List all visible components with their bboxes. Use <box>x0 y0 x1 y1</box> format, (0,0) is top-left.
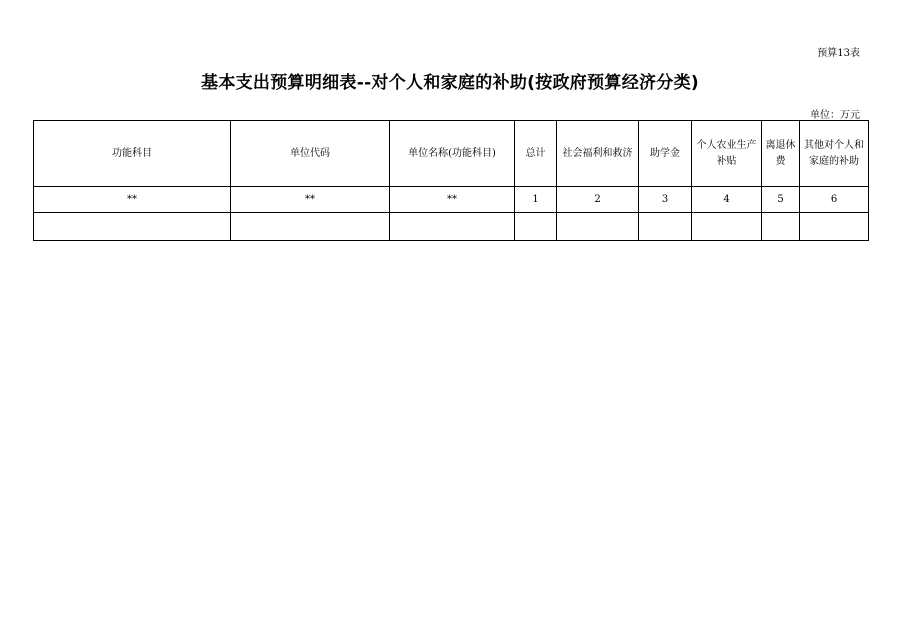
header-student-aid: 助学金 <box>639 121 692 187</box>
table-cell: 2 <box>557 187 639 213</box>
header-agri-subsidy: 个人农业生产补贴 <box>692 121 762 187</box>
header-other-subsidy: 其他对个人和家庭的补助 <box>800 121 869 187</box>
table-cell: ** <box>390 187 515 213</box>
table-cell <box>34 213 231 241</box>
header-row <box>34 121 869 187</box>
index-row <box>34 187 869 213</box>
table-cell: ** <box>231 187 390 213</box>
header-social-welfare: 社会福利和救济 <box>557 121 639 187</box>
table-cell: 3 <box>639 187 692 213</box>
page-title: 基本支出预算明细表--对个人和家庭的补助(按政府预算经济分类) <box>201 73 699 93</box>
table-cell: 1 <box>515 187 557 213</box>
header-unit-name: 单位名称(功能科目) <box>390 121 515 187</box>
header-total: 总计 <box>515 121 557 187</box>
table-cell <box>515 213 557 241</box>
table-cell <box>800 213 869 241</box>
table-cell <box>557 213 639 241</box>
table-cell <box>390 213 515 241</box>
header-functional-subject: 功能科目 <box>34 121 231 187</box>
unit-label: 单位：万元 <box>810 110 860 121</box>
table-row <box>34 213 869 241</box>
header-unit-code: 单位代码 <box>231 121 390 187</box>
table-cell <box>762 213 800 241</box>
table-cell <box>231 213 390 241</box>
table-cell: 5 <box>762 187 800 213</box>
form-number: 预算13表 <box>817 48 860 59</box>
table-cell: ** <box>34 187 231 213</box>
header-retirement: 离退休费 <box>762 121 800 187</box>
table-cell <box>692 213 762 241</box>
table-cell <box>639 213 692 241</box>
table-cell: 6 <box>800 187 869 213</box>
table-cell: 4 <box>692 187 762 213</box>
subsidy-table <box>33 120 869 241</box>
